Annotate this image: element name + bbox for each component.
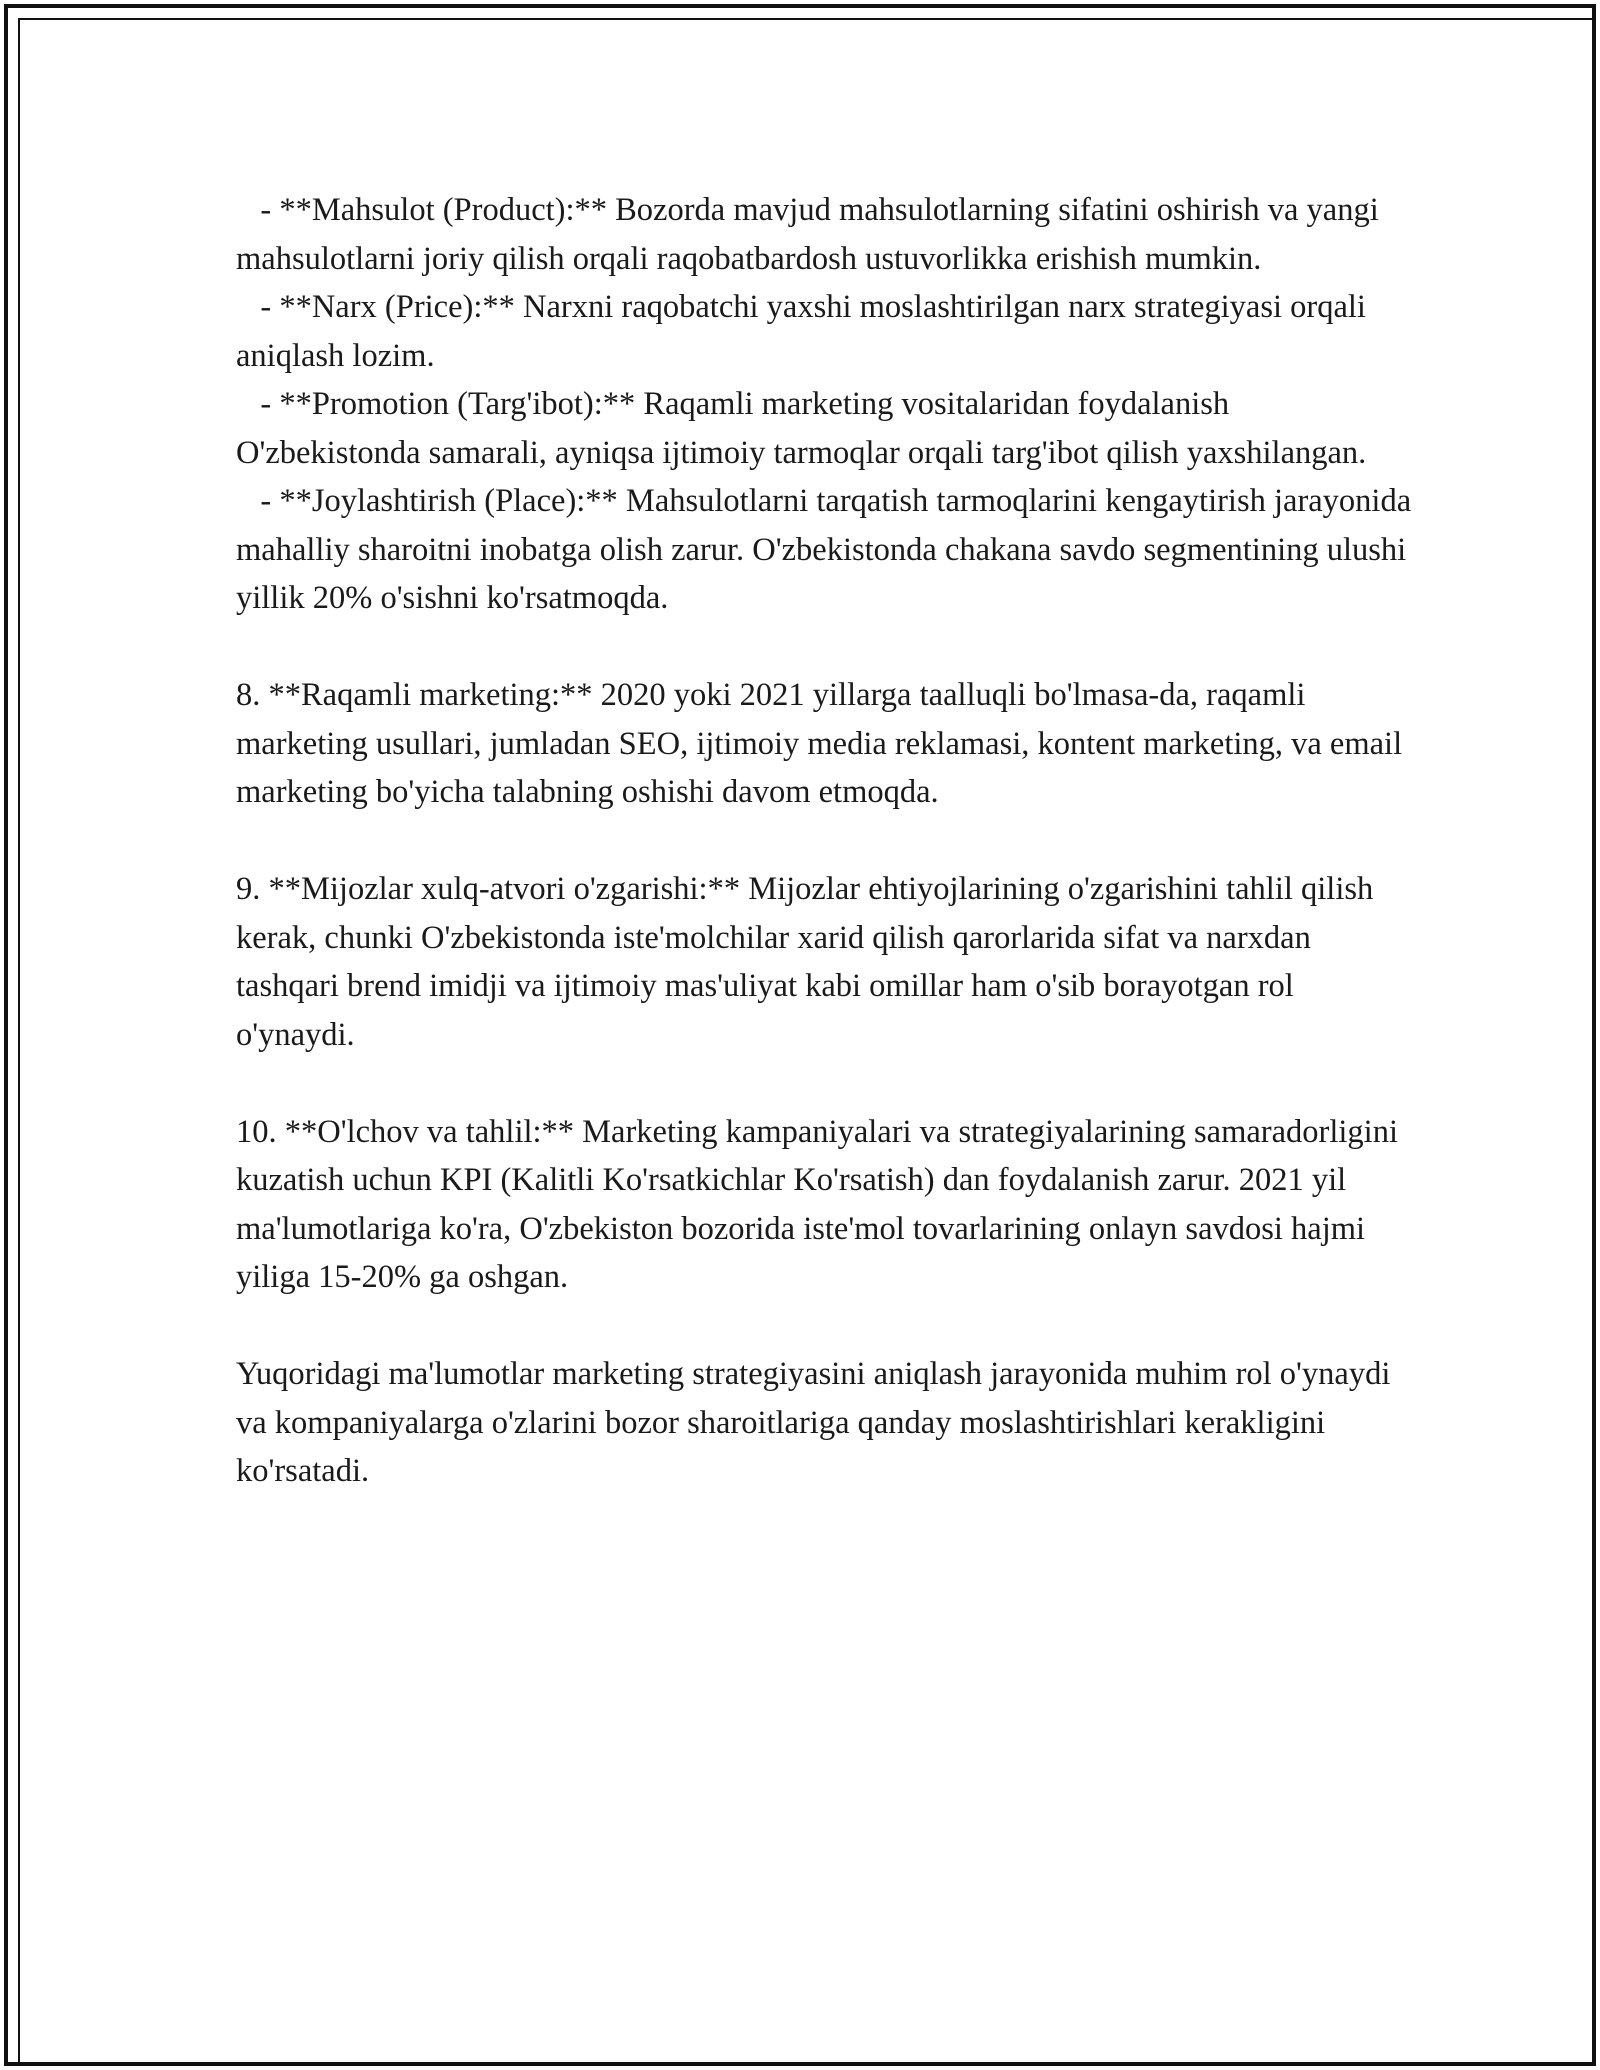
paragraph-gap <box>236 623 1416 672</box>
bullet-product: - **Mahsulot (Product):** Bozorda mavjud mahsulotlarning sifatini oshirish va yangi mahsulotlarni joriy qilish orqali raqobatbardosh ustuvorlikka erishish mumkin. <box>236 192 1387 277</box>
paragraph-gap <box>236 1059 1416 1108</box>
bullet-promotion: - **Promotion (Targ'ibot):** Raqamli marketing vositalaridan foydalanish O'zbekistonda samarali, ayniqsa ijtimoiy tarmoqlar orqali targ'ibot qilish yaxshilangan. <box>236 386 1367 471</box>
bullet-place: - **Joylashtirish (Place):** Mahsulotlarni tarqatish tarmoqlarini kengaytirish jarayonida mahalliy sharoitni inobatga olish zarur. O'zbekistonda chakana savdo segmentining ulushi yillik 20% o'sishni ko'rsatmoqda. <box>236 483 1420 616</box>
item-8-digital-marketing: 8. **Raqamli marketing:** 2020 yoki 2021 yillarga taalluqli bo'lmasa-da, raqamli marketing usullari, jumladan SEO, ijtimoiy media reklamasi, kontent marketing, va email marketing bo'yicha talabning oshishi davom etmoqda. <box>236 677 1411 810</box>
bullet-price: - **Narx (Price):** Narxni raqobatchi yaxshi moslashtirilgan narx strategiyasi orqali aniqlash lozim. <box>236 289 1375 374</box>
item-9-customer-behavior: 9. **Mijozlar xulq-atvori o'zgarishi:** Mijozlar ehtiyojlarining o'zgarishini tahlil qilish kerak, chunki O'zbekistonda iste'molchilar xarid qilish qarorlarida sifat va narxdan tashqari brend imidji va ijtimoiy mas'uliyat kabi omillar ham o'sib borayotgan rol o'ynaydi. <box>236 871 1382 1053</box>
paragraph-gap <box>236 1302 1416 1351</box>
item-10-measurement: 10. **O'lchov va tahlil:** Marketing kampaniyalari va strategiyalarining samaradorligini kuzatish uchun KPI (Kalitli Ko'rsatkichlar Ko'rsatish) dan foydalanish zarur. 2021 yil ma'lumotlariga ko'ra, O'zbekiston bozorida iste'mol tovarlarining onlayn savdosi hajmi yiliga 15-20% ga oshgan. <box>236 1113 1407 1295</box>
conclusion-paragraph: Yuqoridagi ma'lumotlar marketing strategiyasini aniqlash jarayonida muhim rol o'ynaydi va kompaniyalarga o'zlarini bozor sharoitlariga qanday moslashtirishlari kerakligini ko'rsatadi. <box>236 1356 1399 1489</box>
document-body <box>236 186 1420 1496</box>
paragraph-gap <box>236 817 1416 866</box>
